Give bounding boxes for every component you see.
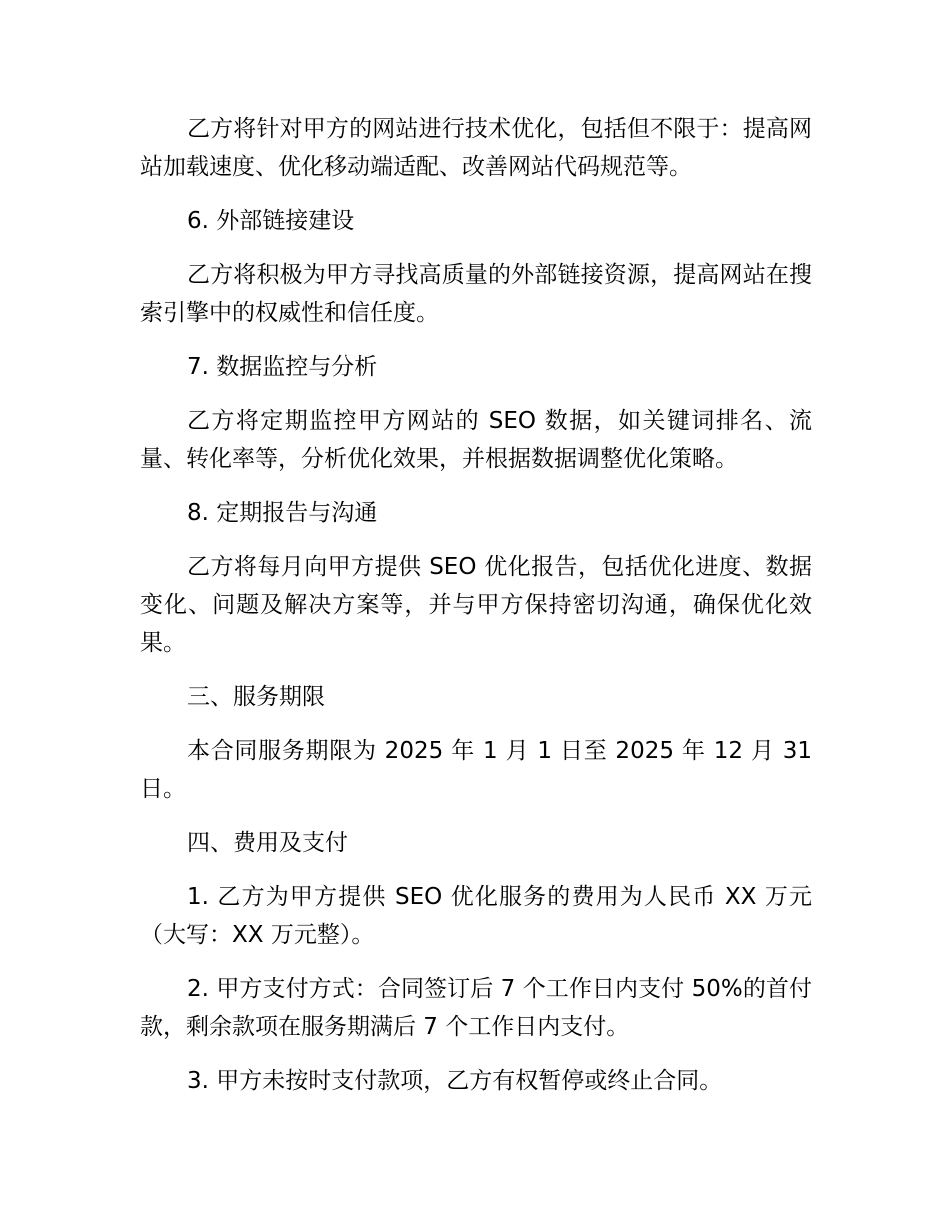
- paragraph-regular-reports: 乙方将每月向甲方提供 SEO 优化报告，包括优化进度、数据变化、问题及解决方案等，并与甲方保持密切沟通，确保优化效果。: [140, 554, 812, 656]
- paragraph-service-term: 本合同服务期限为 2025 年 1 月 1 日至 2025 年 12 月 31 日。: [140, 738, 812, 802]
- heading-data-monitoring: 7. 数据监控与分析: [187, 354, 378, 380]
- heading-external-links: 6. 外部链接建设: [187, 208, 355, 234]
- paragraph-technical-optimization: 乙方将针对甲方的网站进行技术优化，包括但不限于：提高网站加载速度、优化移动端适配、改善网站代码规范等。: [140, 116, 812, 180]
- document-body: [140, 110, 812, 1116]
- heading-fees-payment: 四、费用及支付: [187, 830, 348, 856]
- heading-service-term: 三、服务期限: [187, 684, 325, 710]
- paragraph-fee-amount: 1. 乙方为甲方提供 SEO 优化服务的费用为人民币 XX 万元（大写：XX 万元整）。: [140, 884, 812, 948]
- heading-regular-reports: 8. 定期报告与沟通: [187, 500, 378, 526]
- paragraph-late-payment: 3. 甲方未按时支付款项，乙方有权暂停或终止合同。: [187, 1068, 723, 1094]
- paragraph-payment-method: 2. 甲方支付方式：合同签订后 7 个工作日内支付 50%的首付款，剩余款项在服务期满后 7 个工作日内支付。: [140, 976, 812, 1040]
- paragraph-external-links: 乙方将积极为甲方寻找高质量的外部链接资源，提高网站在搜索引擎中的权威性和信任度。: [140, 262, 812, 326]
- paragraph-data-monitoring: 乙方将定期监控甲方网站的 SEO 数据，如关键词排名、流量、转化率等，分析优化效果，并根据数据调整优化策略。: [140, 408, 812, 472]
